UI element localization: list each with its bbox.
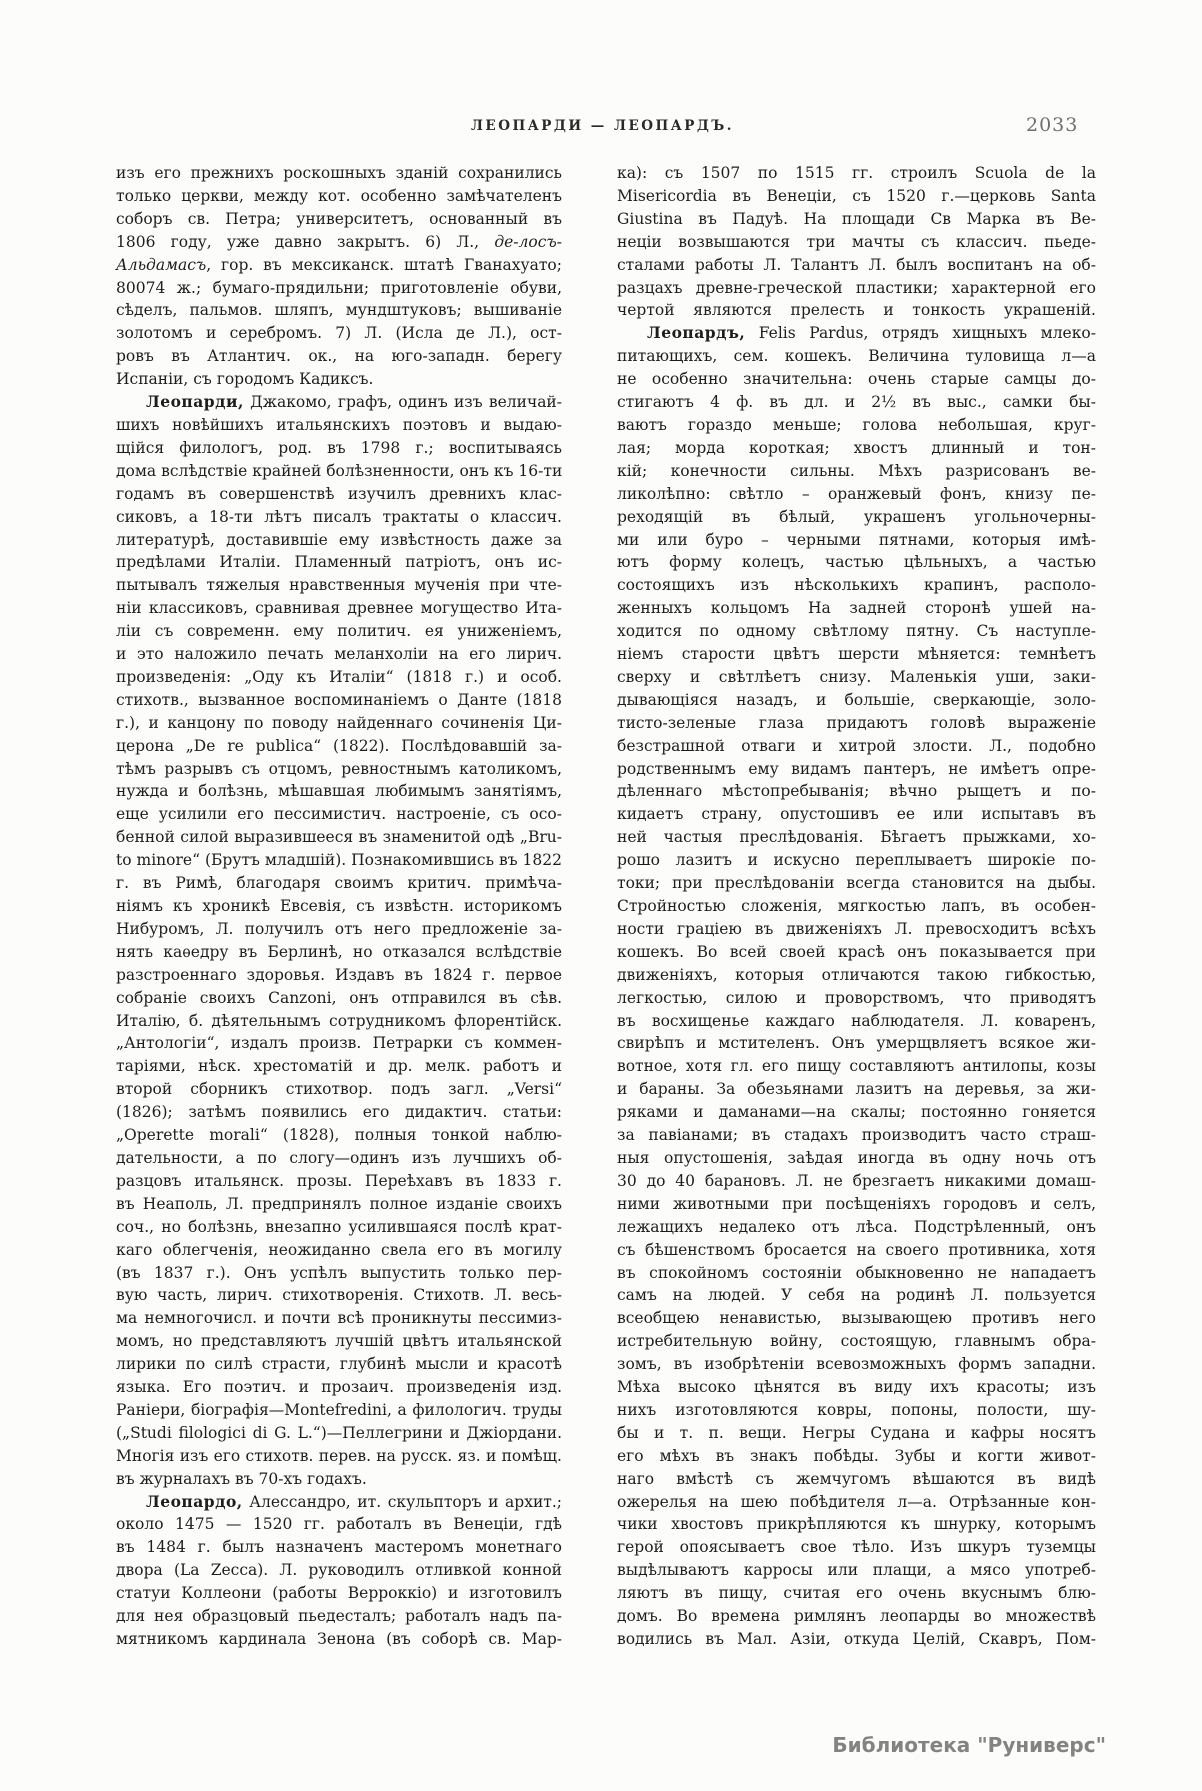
text-line: въ журналахъ въ 70-хъ годахъ. xyxy=(116,1469,367,1488)
text-line: кошекъ. Во всей своей красѣ онъ показывается при xyxy=(617,942,1096,961)
text-line: Нибуромъ, Л. получилъ отъ него предложеніе за- xyxy=(116,919,562,938)
text-line: г. въ Римѣ, благодаря своимъ критич. примѣча- xyxy=(116,874,562,893)
text-line: ютъ форму колецъ, частью цѣльныхъ, а частью xyxy=(617,553,1096,572)
text-line: каго облегченія, неожиданно свела его въ могилу xyxy=(116,1240,562,1259)
text-line: бенной силой выразившееся въ знаменитой одѣ „Bru- xyxy=(116,828,562,847)
text-line: собраніе своихъ Canzoni, онъ отправился въ сѣв. xyxy=(116,988,562,1007)
text-line: движеніяхъ, которыя отличаются такою гибкостью, xyxy=(617,965,1096,984)
text-line: стигаютъ 4 ф. въ дл. и 2½ въ выс., самки бы- xyxy=(617,393,1096,412)
text-line: состоящихъ изъ нѣсколькихъ крапинъ, располо- xyxy=(617,576,1096,595)
text-line: наго вмѣстѣ съ жемчугомъ вѣшаются въ видѣ xyxy=(617,1469,1096,1488)
text-line: двора (La Zecca). Л. руководилъ отливкой конной xyxy=(116,1561,562,1580)
text-line: Италію, б. дѣятельнымъ сотрудникомъ флорентійск. xyxy=(116,1011,562,1030)
text-line: сверху и свѣтлѣетъ снизу. Маленькія уши, заки- xyxy=(617,667,1096,686)
text-line: соборъ св. Петра; университетъ, основанный въ xyxy=(116,209,562,228)
text-line: съ бѣшенствомъ бросается на своего противника, хотя xyxy=(617,1240,1096,1259)
text-line: 30 до 40 барановъ. Л. не брезгаетъ никакими домаш- xyxy=(617,1171,1096,1190)
text-line: 80074 ж.; бумаго-прядильни; приготовленіе обуви, xyxy=(116,278,562,297)
text-line: 1806 году, уже давно закрытъ. 6) Л., де-лосъ- xyxy=(116,232,562,251)
text-line: ка): съ 1507 по 1515 гг. строилъ Scuola de la xyxy=(617,164,1096,182)
text-line: безстрашной отваги и хитрой злости. Л., подобно xyxy=(617,736,1096,755)
text-line: токи; при преслѣдованіи всегда становится на дыбы. xyxy=(617,874,1096,893)
text-line: дательности, а по слогу—одинъ изъ лучшихъ об- xyxy=(116,1148,562,1167)
text-line: момъ, но представляютъ лучшій цвѣтъ итальянской xyxy=(116,1332,562,1351)
text-line: въ Неаполь, Л. предпринялъ полное изданіе своихъ xyxy=(116,1194,562,1213)
text-line: сталами работы Л. Талантъ Л. былъ воспитанъ на об- xyxy=(617,255,1096,274)
text-line: предѣлами Италіи. Пламенный патріотъ, онъ ис- xyxy=(116,553,562,572)
text-line: дывающіяся назадъ, и большіе, сверкающіе, золо- xyxy=(617,690,1096,709)
text-line: лежащихъ недалеко отъ лѣса. Подстрѣленный, онъ xyxy=(617,1217,1096,1236)
text-line: водились въ Мал. Азіи, откуда Целій, Скавръ, Пом- xyxy=(617,1630,1096,1648)
text-line: ліи съ современн. ему политич. ея униженіемъ, xyxy=(116,622,562,641)
text-line: нужда и болѣзнь, мѣшавшая любимымъ занятіямъ, xyxy=(116,782,562,801)
text-line: языка. Его поэтич. и прозаич. произведенія изд. xyxy=(116,1378,562,1397)
text-line: около 1475 — 1520 гг. работалъ въ Венеціи, гдѣ xyxy=(116,1515,562,1534)
text-line: соч., но болѣзнь, внезапно усилившаяся послѣ крат- xyxy=(116,1217,562,1236)
text-line: („Studi filologici di G. L.“)—Пеллегрини и Джіордани. xyxy=(116,1423,562,1442)
text-line: самъ на людей. У себя на родинѣ Л. пользуется xyxy=(617,1286,1096,1305)
text-line: дѣленнаго мѣстопребыванія; вѣчно рыщетъ и по- xyxy=(617,782,1096,801)
text-line: ожерелья на шею побѣдителя л—а. Отрѣзанные кон- xyxy=(617,1492,1096,1511)
text-line: сѣделъ, пальмов. шляпъ, мундштуковъ; вышиваніе xyxy=(116,301,562,320)
text-line: „Operette morali“ (1828), полныя тонкой наблю- xyxy=(116,1126,562,1145)
right-column xyxy=(617,162,1096,1651)
text-line: истребительную войну, состоящую, главнымъ обра- xyxy=(617,1332,1096,1351)
text-line: выдѣлываютъ карросы или плащи, а мясо употреб- xyxy=(617,1561,1096,1580)
left-column xyxy=(116,162,562,1651)
text-line: ней частыя преслѣдованія. Бѣгаетъ прыжками, хо- xyxy=(617,828,1096,847)
text-line: ніи классиковъ, сравнивая древнее могущество Ита- xyxy=(116,599,562,618)
text-line: сиковъ, а 18-ти лѣтъ писалъ трактаты о классич. xyxy=(116,507,562,526)
text-line: въ спокойномъ состояніи обыкновенно не нападаетъ xyxy=(617,1263,1096,1282)
text-line: родственнымъ ему видамъ пантеръ, не имѣетъ опре- xyxy=(617,759,1096,778)
text-line: дома вслѣдствіе крайней болѣзненности, онъ къ 16-ти xyxy=(116,461,563,480)
text-line: ваютъ гораздо меньше; голова небольшая, круг- xyxy=(617,415,1096,434)
text-line: золотомъ и серебромъ. 7) Л. (Исла де Л.), ост- xyxy=(116,324,562,343)
text-line: произведенія: „Оду къ Италіи“ (1818 г.) и особ. xyxy=(116,667,562,686)
text-line: чертой являются прелесть и тонкость украшеній. xyxy=(617,301,1096,320)
page-number: 2033 xyxy=(1026,114,1079,136)
text-line: вую часть, лирич. стихотворенія. Стихотв. Л. весь- xyxy=(116,1286,562,1305)
text-line: разцахъ древне-греческой пластики; характерной его xyxy=(617,278,1096,297)
text-line: ходится по одному свѣтлому пятну. Съ наступле- xyxy=(617,622,1096,641)
text-line: домъ. Во времена римлянъ леопарды во множествѣ xyxy=(617,1607,1096,1626)
text-line: ряками и даманами—на скалы; постоянно гоняется xyxy=(617,1103,1096,1122)
text-line: Мѣха высоко цѣнятся въ виду ихъ красоты; изъ xyxy=(617,1378,1096,1397)
text-line: to minore“ (Брутъ младшій). Познакомившись въ 1822 xyxy=(116,851,562,870)
text-line: чики хвостовъ прикрѣпляются къ шнурку, которымъ xyxy=(617,1515,1096,1534)
text-line: реходящій въ бѣлый, украшенъ угольночерны- xyxy=(617,507,1096,526)
text-line: въ 1484 г. былъ назначенъ мастеромъ монетнаго xyxy=(116,1538,562,1557)
text-line: тѣмъ разрывъ съ отцомъ, ревностнымъ католикомъ, xyxy=(116,759,562,778)
text-line: и это наложило печать меланхоліи на его лирич. xyxy=(116,645,562,664)
text-line: кидаетъ страну, опустошивъ ее или испытавъ въ xyxy=(617,805,1096,824)
text-line: лирики по силѣ страсти, глубинѣ мысли и красотѣ xyxy=(116,1355,562,1374)
running-head: ЛЕОПАРДИ — ЛЕОПАРДЪ. xyxy=(470,118,735,134)
text-line: вотное, хотя гл. его пищу составляютъ антилопы, козы xyxy=(617,1057,1096,1076)
text-line: ними животными при посѣщеніяхъ городовъ и селъ, xyxy=(617,1194,1096,1213)
text-line: ликолѣпно: свѣтло – оранжевый фонъ, книзу пе- xyxy=(617,484,1096,503)
text-line: бы и т. п. вещи. Негры Судана и кафры носятъ xyxy=(617,1423,1096,1442)
text-line: его мѣхъ въ знакъ побѣды. Зубы и когти живот- xyxy=(617,1446,1096,1465)
text-line: всеобщею ненавистью, вызывающею противъ него xyxy=(617,1309,1096,1328)
text-line: въ восхищенье каждаго наблюдателя. Л. коваренъ, xyxy=(617,1011,1096,1030)
text-line: лая; морда короткая; хвостъ длинный и тон- xyxy=(617,438,1096,457)
text-line: кій; конечности сильны. Мѣхъ разрисованъ ве- xyxy=(617,461,1096,480)
text-line: Раніери, біографія—Montefredini, а филологич. труды xyxy=(116,1400,562,1419)
text-line: Giustina въ Падуѣ. На площади Св Марка въ Ве- xyxy=(617,209,1096,228)
text-line: нять каѳедру въ Берлинѣ, но отказался вслѣдствіе xyxy=(116,942,562,961)
text-line: Стройностью сложенія, мягкостью лапъ, въ особен- xyxy=(617,897,1096,915)
text-line: и бараны. За обезьянами лазитъ на деревья, за жи- xyxy=(617,1080,1096,1099)
text-line: нихъ изготовляются ковры, попоны, полости, шу- xyxy=(617,1400,1096,1419)
text-line: женныхъ кольцомъ На задней сторонѣ ушей на- xyxy=(617,599,1096,618)
library-watermark: Библиотека "Руниверс" xyxy=(832,1733,1106,1757)
text-line: Испаніи, съ городомъ Кадиксъ. xyxy=(116,370,374,389)
text-line: Misericordia въ Венеціи, съ 1520 г.—церковь Santa xyxy=(617,186,1096,205)
text-line: ніемъ старости цвѣтъ шерсти мѣняется: темнѣетъ xyxy=(617,645,1096,664)
text-line: ма немногочисл. и почти всѣ проникнуты пессимиз- xyxy=(116,1309,562,1328)
text-line: ровъ въ Атлантич. ок., на юго-западн. берегу xyxy=(116,347,562,366)
text-line: ніямъ къ хроникѣ Евсевія, съ извѣстн. историкомъ xyxy=(116,897,562,915)
text-line: годамъ въ совершенствѣ изучилъ древнихъ клас- xyxy=(116,484,562,503)
text-line: Леопардъ, Felis Pardus, отрядъ хищныхъ млеко- xyxy=(647,323,1096,343)
text-line: зомъ, въ изобрѣтеніи всевозможныхъ формъ западни. xyxy=(617,1355,1096,1374)
text-line: неціи возвышаются три мачты съ классич. пьеде- xyxy=(617,232,1096,251)
text-line: ныя опустошенія, заѣдая иногда въ одну ночь отъ xyxy=(617,1148,1096,1167)
text-line: литературѣ, доставившіе ему извѣстность даже за xyxy=(116,530,562,549)
text-line: статуи Коллеони (работы Верроккіо) и изготовилъ xyxy=(116,1584,562,1603)
text-line: Леопарди, Джакомо, графъ, одинъ изъ величай- xyxy=(146,392,562,412)
text-line: еще усилили его пессимистич. настроеніе, съ осо- xyxy=(116,805,562,824)
text-line: Многія изъ его стихотв. перев. на русск. яз. и помѣщ. xyxy=(116,1446,562,1465)
text-line: для нея образцовый пьедесталъ; работалъ надъ па- xyxy=(116,1607,562,1626)
text-line: (1826); затѣмъ появились его дидактич. статьи: xyxy=(116,1103,562,1122)
text-line: разцовъ итальянск. прозы. Переѣхавъ въ 1833 г. xyxy=(116,1171,562,1190)
text-line: изъ его прежнихъ роскошныхъ зданій сохранились xyxy=(116,164,562,182)
text-line: не особенно значительна: очень старые самцы до- xyxy=(617,370,1096,389)
text-line: тисто-зеленые глаза придаютъ головѣ выраженіе xyxy=(617,713,1096,732)
text-line: Леопардо, Алессандро, ит. скульпторъ и архит.; xyxy=(146,1491,562,1511)
text-line: ми или буро – черными пятнами, которыя имѣ- xyxy=(617,530,1096,549)
text-line: разстроеннаго здоровья. Издавъ въ 1824 г. первое xyxy=(116,965,562,984)
text-line: только церкви, между кот. особенно замѣчателенъ xyxy=(116,186,562,205)
text-line: за павіанами; въ стадахъ производитъ часто страш- xyxy=(617,1126,1096,1145)
text-line: свирѣпъ и мстителенъ. Онъ умерщвляетъ всякое жи- xyxy=(617,1034,1096,1053)
text-line: мятникомъ кардинала Зенона (въ соборѣ св. Мар- xyxy=(116,1630,562,1648)
text-line: г.), и канцону по поводу найденнаго сочиненія Ци- xyxy=(116,713,562,732)
text-line: ности граціею въ движеніяхъ Л. превосходитъ всѣхъ xyxy=(617,919,1096,938)
text-line: таріями, нѣск. хрестоматій и др. мелк. работъ и xyxy=(116,1057,562,1076)
text-line: „Антологіи“, издалъ произв. Петрарки съ коммен- xyxy=(116,1034,562,1053)
text-line: Альдамасъ, гор. въ мексиканск. штатѣ Гванахуато; xyxy=(116,255,562,274)
text-line: герой опоясываетъ свое тѣло. Изъ шкуръ туземцы xyxy=(617,1538,1096,1557)
text-line: церона „De re publica“ (1822). Послѣдовавшій за- xyxy=(116,736,562,755)
text-line: стихотв., вызванное воспоминаніемъ о Данте (1818 xyxy=(116,690,562,709)
text-line: питающихъ, сем. кошекъ. Величина туловища л—а xyxy=(617,347,1096,366)
text-line: ляютъ въ пищу, считая его очень вкуснымъ блю- xyxy=(617,1584,1096,1603)
text-line: второй сборникъ стихотвор. подъ загл. „Versi“ xyxy=(116,1080,562,1099)
text-line: щійся филологъ, род. въ 1798 г.; воспитываясь xyxy=(116,438,562,457)
text-line: шихъ новѣйшихъ итальянскихъ поэтовъ и выдаю- xyxy=(116,415,562,434)
text-line: пытывалъ тяжелыя нравственныя мученія при чте- xyxy=(116,576,562,595)
text-line: легкостью, силою и проворствомъ, что приводятъ xyxy=(617,988,1096,1007)
text-line: рошо лазитъ и искусно переплываетъ широкіе по- xyxy=(617,851,1096,870)
text-line: (въ 1837 г.). Онъ успѣлъ выпустить только пер- xyxy=(116,1263,562,1282)
